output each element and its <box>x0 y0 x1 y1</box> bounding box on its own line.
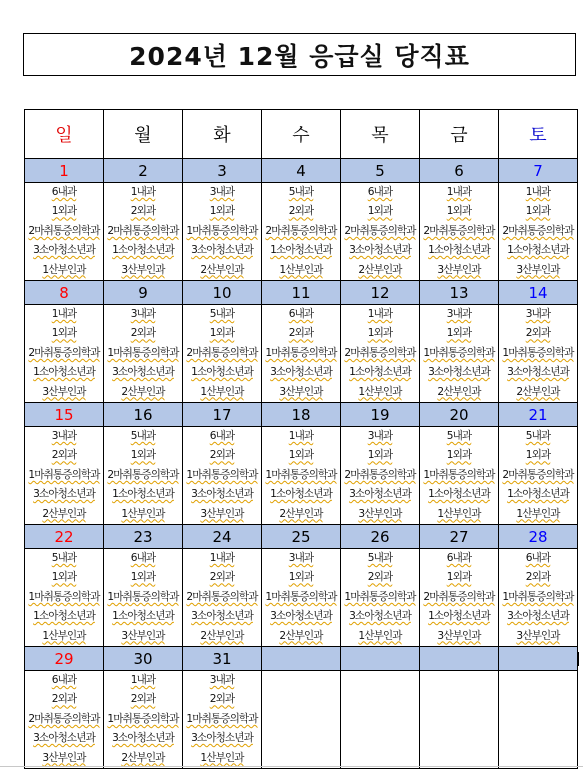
date-cell: 2 <box>104 159 183 183</box>
duty-entry: 3소아청소년과 <box>33 732 95 745</box>
duty-entry: 1소아청소년과 <box>270 488 332 501</box>
duty-entry: 1마취통증의학과 <box>423 346 495 359</box>
duty-entry: 1외과 <box>446 327 472 340</box>
duty-entry: 1산부인과 <box>358 385 402 398</box>
empty-date-cell <box>341 647 420 671</box>
empty-duty-cell <box>262 671 341 769</box>
duty-entry: 1내과 <box>288 430 314 442</box>
duty-cell <box>25 549 104 647</box>
title-box <box>23 33 576 76</box>
duty-entry: 2산부인과 <box>200 629 244 642</box>
date-cell: 24 <box>183 525 262 549</box>
date-cell: 27 <box>420 525 499 549</box>
duty-entry: 2산부인과 <box>200 263 244 276</box>
duty-entry: 1외과 <box>367 205 393 218</box>
date-cell: 4 <box>262 159 341 183</box>
duty-entry: 1마취통증의학과 <box>265 590 337 603</box>
duty-entry: 1외과 <box>51 205 77 218</box>
duty-entry: 3산부인과 <box>437 263 481 276</box>
duty-entry: 6내과 <box>51 674 77 686</box>
duty-entry: 3산부인과 <box>279 385 323 398</box>
duty-cell <box>341 183 420 281</box>
empty-date-cell <box>499 647 578 671</box>
duty-entry: 1외과 <box>288 571 314 584</box>
date-cell: 3 <box>183 159 262 183</box>
duty-cell <box>420 549 499 647</box>
duty-entry: 2외과 <box>367 571 393 584</box>
duty-entry: 2외과 <box>288 327 314 340</box>
empty-duty-cell <box>420 671 499 769</box>
weekday-mon: 월 <box>104 110 183 159</box>
duty-entry: 1외과 <box>367 449 393 462</box>
duty-entry: 1소아청소년과 <box>507 244 569 257</box>
duty-entry: 1산부인과 <box>42 263 86 276</box>
duty-entry: 1외과 <box>446 571 472 584</box>
date-cell: 21 <box>499 403 578 427</box>
duty-entry: 2산부인과 <box>121 751 165 764</box>
duty-entry: 2산부인과 <box>437 385 481 398</box>
duty-entry: 2외과 <box>209 571 235 584</box>
duty-entry: 6내과 <box>130 552 156 564</box>
duty-entry: 1외과 <box>367 327 393 340</box>
duty-cell <box>262 305 341 403</box>
duty-entry: 3내과 <box>525 308 551 320</box>
duty-entry: 2마취통증의학과 <box>186 346 258 359</box>
duty-entry: 1소아청소년과 <box>507 488 569 501</box>
duty-cell <box>104 427 183 525</box>
duty-entry: 3내과 <box>209 186 235 198</box>
duty-entry: 3소아청소년과 <box>191 244 253 257</box>
weekday-sat: 토 <box>499 110 578 159</box>
duty-cell <box>25 427 104 525</box>
date-cell: 14 <box>499 281 578 305</box>
duty-entry: 1산부인과 <box>358 629 402 642</box>
duty-entry: 3소아청소년과 <box>270 610 332 623</box>
duty-entry: 1내과 <box>130 674 156 686</box>
weekday-tue: 화 <box>183 110 262 159</box>
duty-entry: 1외과 <box>525 449 551 462</box>
duty-row <box>25 671 578 769</box>
duty-cell <box>104 671 183 769</box>
duty-entry: 2마취통증의학과 <box>107 224 179 237</box>
duty-entry: 1마취통증의학과 <box>502 346 574 359</box>
duty-entry: 5내과 <box>446 430 472 442</box>
duty-cell <box>420 305 499 403</box>
duty-entry: 1소아청소년과 <box>112 488 174 501</box>
duty-entry: 2마취통증의학과 <box>423 590 495 603</box>
duty-entry: 1마취통증의학과 <box>265 468 337 481</box>
duty-entry: 2외과 <box>130 205 156 218</box>
duty-entry: 3소아청소년과 <box>112 732 174 745</box>
duty-cell <box>499 427 578 525</box>
duty-entry: 3내과 <box>130 308 156 320</box>
duty-entry: 1소아청소년과 <box>428 488 490 501</box>
duty-entry: 2마취통증의학과 <box>186 590 258 603</box>
duty-cell <box>104 183 183 281</box>
duty-cell <box>262 549 341 647</box>
duty-entry: 1내과 <box>525 186 551 198</box>
duty-entry: 1내과 <box>209 552 235 564</box>
duty-entry: 5내과 <box>288 186 314 198</box>
duty-entry: 1외과 <box>446 205 472 218</box>
duty-entry: 1소아청소년과 <box>428 610 490 623</box>
duty-entry: 5내과 <box>130 430 156 442</box>
duty-entry: 2마취통증의학과 <box>28 346 100 359</box>
date-cell: 22 <box>25 525 104 549</box>
empty-duty-cell <box>499 671 578 769</box>
date-cell: 9 <box>104 281 183 305</box>
duty-cell <box>183 183 262 281</box>
date-cell: 10 <box>183 281 262 305</box>
duty-entry: 2산부인과 <box>42 507 86 520</box>
duty-entry: 1소아청소년과 <box>349 366 411 379</box>
duty-entry: 3산부인과 <box>516 629 560 642</box>
duty-entry: 3산부인과 <box>42 385 86 398</box>
date-cell: 23 <box>104 525 183 549</box>
duty-entry: 1마취통증의학과 <box>265 346 337 359</box>
weekday-wed: 수 <box>262 110 341 159</box>
page-title: 2024년 12월 응급실 당직표 <box>129 41 470 71</box>
duty-entry: 2마취통증의학과 <box>265 224 337 237</box>
duty-cell <box>420 183 499 281</box>
duty-entry: 2마취통증의학과 <box>107 468 179 481</box>
duty-entry: 5내과 <box>367 552 393 564</box>
duty-entry: 2외과 <box>525 327 551 340</box>
duty-entry: 1산부인과 <box>279 263 323 276</box>
duty-entry: 2산부인과 <box>358 263 402 276</box>
weekday-fri: 금 <box>420 110 499 159</box>
duty-entry: 1외과 <box>209 327 235 340</box>
duty-entry: 1내과 <box>367 308 393 320</box>
duty-entry: 1소아청소년과 <box>270 244 332 257</box>
duty-entry: 3소아청소년과 <box>270 366 332 379</box>
duty-cell <box>183 549 262 647</box>
date-cell: 29 <box>25 647 104 671</box>
duty-entry: 1소아청소년과 <box>428 244 490 257</box>
duty-entry: 1외과 <box>51 327 77 340</box>
duty-entry: 3소아청소년과 <box>507 366 569 379</box>
calendar-body <box>25 159 578 769</box>
duty-row <box>25 183 578 281</box>
duty-entry: 2외과 <box>288 205 314 218</box>
date-cell: 1 <box>25 159 104 183</box>
duty-entry: 1마취통증의학과 <box>186 712 258 725</box>
date-row <box>25 159 578 183</box>
date-cell: 13 <box>420 281 499 305</box>
empty-date-cell <box>420 647 499 671</box>
date-cell: 25 <box>262 525 341 549</box>
duty-entry: 1산부인과 <box>121 507 165 520</box>
duty-entry: 3내과 <box>51 430 77 442</box>
duty-entry: 2마취통증의학과 <box>344 224 416 237</box>
duty-entry: 3산부인과 <box>358 507 402 520</box>
date-cell: 18 <box>262 403 341 427</box>
duty-cell <box>420 427 499 525</box>
duty-entry: 3산부인과 <box>42 751 86 764</box>
duty-entry: 3산부인과 <box>200 507 244 520</box>
date-cell: 6 <box>420 159 499 183</box>
date-cell: 20 <box>420 403 499 427</box>
duty-entry: 3소아청소년과 <box>191 488 253 501</box>
duty-entry: 1산부인과 <box>42 629 86 642</box>
duty-entry: 2산부인과 <box>516 385 560 398</box>
duty-entry: 2산부인과 <box>279 507 323 520</box>
duty-entry: 3산부인과 <box>121 629 165 642</box>
duty-entry: 3내과 <box>446 308 472 320</box>
duty-entry: 1외과 <box>288 449 314 462</box>
weekday-header-row <box>25 110 578 159</box>
date-row <box>25 403 578 427</box>
duty-entry: 3소아청소년과 <box>349 488 411 501</box>
duty-entry: 6내과 <box>288 308 314 320</box>
page-bottom-divider <box>0 766 583 767</box>
duty-calendar <box>24 109 578 769</box>
weekday-sun: 일 <box>25 110 104 159</box>
duty-entry: 2마취통증의학과 <box>502 224 574 237</box>
duty-entry: 2외과 <box>525 571 551 584</box>
duty-cell <box>499 549 578 647</box>
duty-entry: 3산부인과 <box>437 629 481 642</box>
text-cursor <box>577 652 579 666</box>
duty-entry: 1외과 <box>209 205 235 218</box>
duty-entry: 1소아청소년과 <box>33 610 95 623</box>
duty-entry: 1마취통증의학과 <box>502 590 574 603</box>
date-cell: 26 <box>341 525 420 549</box>
duty-entry: 1마취통증의학과 <box>107 346 179 359</box>
duty-row <box>25 549 578 647</box>
duty-entry: 1외과 <box>525 205 551 218</box>
duty-row <box>25 427 578 525</box>
duty-entry: 1산부인과 <box>516 507 560 520</box>
date-cell: 12 <box>341 281 420 305</box>
duty-cell <box>183 671 262 769</box>
duty-entry: 1외과 <box>130 571 156 584</box>
date-row <box>25 525 578 549</box>
date-row <box>25 281 578 305</box>
duty-cell <box>262 427 341 525</box>
duty-entry: 1내과 <box>446 186 472 198</box>
duty-cell <box>499 305 578 403</box>
duty-entry: 2마취통증의학과 <box>423 224 495 237</box>
duty-entry: 6내과 <box>525 552 551 564</box>
weekday-thu: 목 <box>341 110 420 159</box>
date-cell: 30 <box>104 647 183 671</box>
duty-entry: 2마취통증의학과 <box>28 224 100 237</box>
date-cell: 28 <box>499 525 578 549</box>
date-cell: 17 <box>183 403 262 427</box>
duty-entry: 3내과 <box>288 552 314 564</box>
duty-entry: 2외과 <box>130 327 156 340</box>
duty-entry: 1소아청소년과 <box>112 244 174 257</box>
date-row <box>25 647 578 671</box>
duty-entry: 2외과 <box>209 449 235 462</box>
duty-entry: 3산부인과 <box>121 263 165 276</box>
duty-entry: 1소아청소년과 <box>33 366 95 379</box>
duty-entry: 1내과 <box>51 308 77 320</box>
duty-entry: 3소아청소년과 <box>349 610 411 623</box>
duty-entry: 1내과 <box>130 186 156 198</box>
duty-entry: 1마취통증의학과 <box>344 590 416 603</box>
duty-entry: 1외과 <box>130 449 156 462</box>
duty-entry: 1마취통증의학과 <box>186 468 258 481</box>
duty-entry: 6내과 <box>209 430 235 442</box>
date-cell: 15 <box>25 403 104 427</box>
duty-entry: 1산부인과 <box>200 385 244 398</box>
duty-entry: 6내과 <box>446 552 472 564</box>
duty-entry: 1외과 <box>446 449 472 462</box>
duty-row <box>25 305 578 403</box>
duty-entry: 2마취통증의학과 <box>502 468 574 481</box>
duty-entry: 2마취통증의학과 <box>28 712 100 725</box>
duty-cell <box>104 305 183 403</box>
duty-cell <box>341 549 420 647</box>
date-cell: 5 <box>341 159 420 183</box>
duty-cell <box>183 305 262 403</box>
duty-entry: 2마취통증의학과 <box>344 346 416 359</box>
duty-entry: 1마취통증의학과 <box>28 590 100 603</box>
duty-entry: 3소아청소년과 <box>191 610 253 623</box>
empty-date-cell <box>262 647 341 671</box>
duty-entry: 2외과 <box>130 693 156 706</box>
duty-entry: 1마취통증의학과 <box>107 590 179 603</box>
duty-entry: 1소아청소년과 <box>191 366 253 379</box>
duty-entry: 2외과 <box>51 693 77 706</box>
duty-entry: 5내과 <box>51 552 77 564</box>
duty-cell <box>104 549 183 647</box>
duty-entry: 1외과 <box>51 571 77 584</box>
duty-entry: 3소아청소년과 <box>349 244 411 257</box>
duty-entry: 5내과 <box>525 430 551 442</box>
duty-entry: 2마취통증의학과 <box>344 468 416 481</box>
duty-entry: 2외과 <box>51 449 77 462</box>
duty-entry: 1마취통증의학과 <box>423 468 495 481</box>
duty-entry: 2산부인과 <box>121 385 165 398</box>
duty-entry: 2외과 <box>209 693 235 706</box>
duty-cell <box>262 183 341 281</box>
duty-entry: 1마취통증의학과 <box>28 468 100 481</box>
date-cell: 16 <box>104 403 183 427</box>
duty-entry: 3내과 <box>367 430 393 442</box>
duty-entry: 1산부인과 <box>437 507 481 520</box>
date-cell: 31 <box>183 647 262 671</box>
duty-entry: 3소아청소년과 <box>112 366 174 379</box>
duty-entry: 1소아청소년과 <box>112 610 174 623</box>
date-cell: 19 <box>341 403 420 427</box>
duty-entry: 2산부인과 <box>279 629 323 642</box>
duty-cell <box>25 183 104 281</box>
duty-entry: 3소아청소년과 <box>507 610 569 623</box>
duty-cell <box>341 427 420 525</box>
duty-entry: 3소아청소년과 <box>191 732 253 745</box>
duty-cell <box>25 305 104 403</box>
duty-entry: 3내과 <box>209 674 235 686</box>
duty-entry: 5내과 <box>209 308 235 320</box>
duty-entry: 3소아청소년과 <box>428 366 490 379</box>
duty-entry: 6내과 <box>51 186 77 198</box>
date-cell: 11 <box>262 281 341 305</box>
duty-entry: 3소아청소년과 <box>33 244 95 257</box>
duty-entry: 1마취통증의학과 <box>107 712 179 725</box>
duty-cell <box>341 305 420 403</box>
date-cell: 8 <box>25 281 104 305</box>
duty-entry: 1산부인과 <box>200 751 244 764</box>
duty-entry: 3산부인과 <box>516 263 560 276</box>
duty-entry: 1마취통증의학과 <box>186 224 258 237</box>
duty-entry: 3소아청소년과 <box>33 488 95 501</box>
empty-duty-cell <box>341 671 420 769</box>
duty-cell <box>183 427 262 525</box>
duty-entry: 6내과 <box>367 186 393 198</box>
duty-cell <box>499 183 578 281</box>
date-cell: 7 <box>499 159 578 183</box>
duty-cell <box>25 671 104 769</box>
